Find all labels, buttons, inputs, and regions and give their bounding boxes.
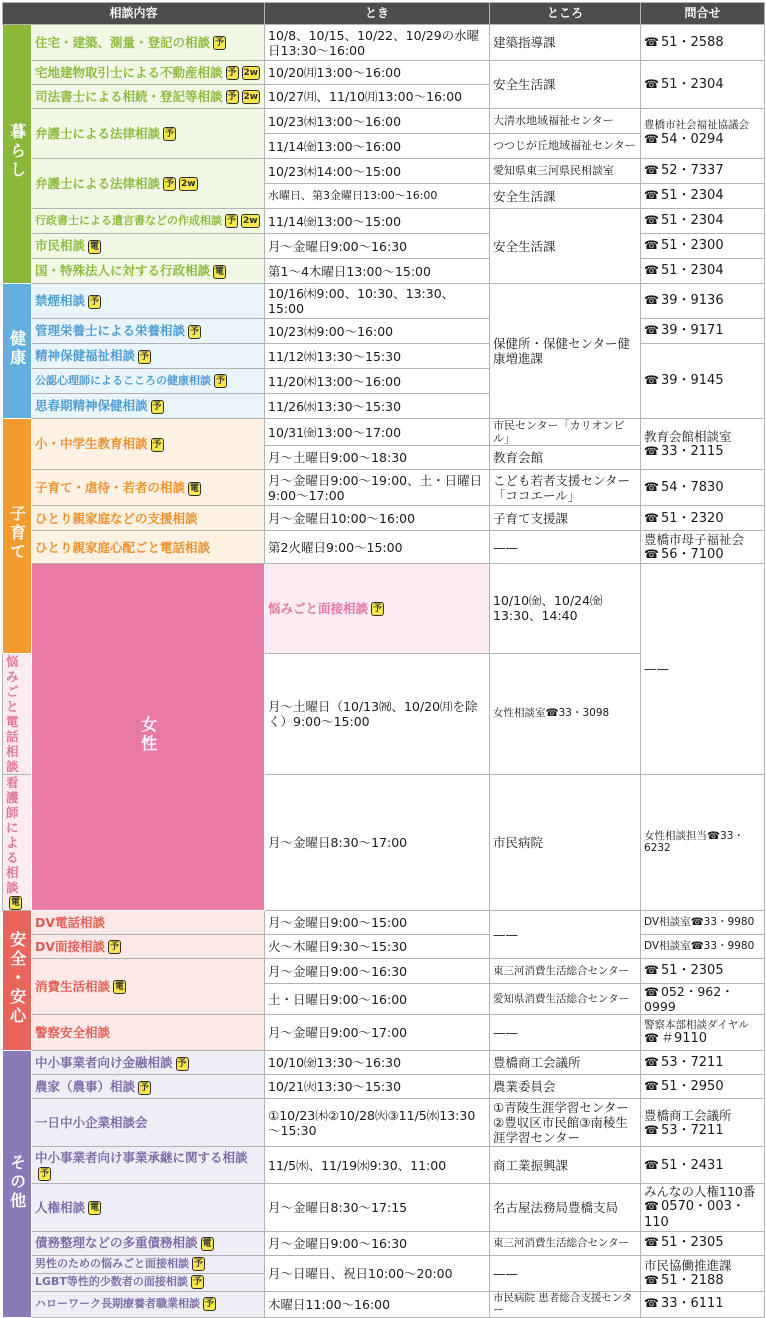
consultation-contact: ☎ 51・2304 (641, 61, 765, 109)
reservation-tag: 予 (140, 351, 150, 362)
consultation-contact: ☎ 51・2305 (641, 1231, 765, 1255)
table-row (3, 25, 765, 61)
phone-tag: 電 (90, 1203, 100, 1214)
consultation-time: 11/20㈭13:00～16:00 (265, 369, 490, 394)
reservation-tag: 予 (152, 401, 162, 412)
consultation-name: 子育て・虐待・若者の相談 電 (32, 470, 265, 506)
category-kosodate: 子育て (3, 419, 32, 654)
reservation-tag: 予 (165, 129, 175, 140)
consultation-name: 禁煙相談 予 (32, 284, 265, 319)
consultation-contact: ☎ 54・7830 (641, 470, 765, 506)
consultation-place: 農業委員会 (490, 1075, 641, 1099)
reservation-tag: 予 (215, 38, 225, 49)
consultation-place: 東三河消費生活総合センター (490, 959, 641, 984)
reservation-tag: 予 (192, 1277, 202, 1288)
consultation-time: 10/23㈭13:00～16:00 (265, 109, 490, 134)
reservation-tag: 予 (140, 1082, 150, 1093)
consultation-time: 11/12㈬13:30～15:30 (265, 344, 490, 369)
consultation-time: 火～木曜日9:30～15:30 (265, 935, 490, 959)
consultation-name: 精神保健福祉相談 予 (32, 344, 265, 369)
consultation-table (2, 2, 765, 1318)
consultation-contact: 教育会館相談室 ☎ 33・2115 (641, 419, 765, 470)
table-row (3, 234, 765, 259)
reservation-tag: 予 (165, 179, 175, 190)
phone-tag: 電 (215, 266, 225, 277)
phone-icon: ☎ (644, 1272, 659, 1287)
consultation-name: 弁護士による法律相談 予 2w (32, 159, 265, 209)
consultation-place: 安全生活課 (490, 184, 641, 209)
phone-icon: ☎ (644, 263, 659, 278)
table-row (3, 1291, 765, 1317)
phone-tag: 電 (11, 898, 21, 909)
consultation-name: ハローワーク長期療養者職業相談 予 (32, 1291, 265, 1317)
consultation-time: 月～金曜日10:00～16:00 (265, 506, 490, 531)
phone-icon: ☎ (644, 963, 659, 978)
reservation-tag: 予 (227, 216, 237, 226)
consultation-name: 司法書士による相続・登記等相談 予 2w (32, 85, 265, 109)
consultation-name: 男性のための悩みごと面接相談 予 (32, 1255, 265, 1273)
table-row (3, 1051, 765, 1075)
consultation-place: 教育会館 (490, 446, 641, 470)
consultation-name: 農家（農事）相談 予 (32, 1075, 265, 1099)
two-weeks-tag: 2w (181, 179, 196, 190)
phone-icon: ☎ (644, 1157, 659, 1172)
phone-tag: 電 (90, 241, 100, 252)
consultation-place: こども若者支援センター「ココエール」 (490, 470, 641, 506)
consultation-time: 月～金曜日9:00～16:30 (265, 234, 490, 259)
consultation-name: 市民相談 電 (32, 234, 265, 259)
table-row (3, 419, 765, 446)
reservation-tag: 予 (190, 326, 200, 337)
table-row (3, 1231, 765, 1255)
consultation-place: 安全生活課 (490, 61, 641, 109)
consultation-name: 行政書士による遺言書などの作成相談 予 2w (32, 209, 265, 234)
consultation-name: 小・中学生教育相談 予 (32, 419, 265, 470)
consultation-contact: 豊橋市母子福祉会 ☎ 56・7100 (641, 531, 765, 564)
header-contact: 問合せ (641, 3, 765, 25)
consultation-contact: 豊橋商工会議所 ☎ 53・7211 (641, 1099, 765, 1147)
table-row (3, 959, 765, 984)
consultation-contact: ☎ 51・2305 (641, 959, 765, 984)
phone-icon: ☎ (644, 213, 659, 228)
consultation-name: 弁護士による法律相談 予 (32, 109, 265, 159)
table-row (3, 935, 765, 959)
phone-icon: ☎ (644, 985, 659, 1000)
phone-icon: ☎ (644, 1055, 659, 1070)
consultation-name: 宅地建物取引士による不動産相談 予 2w (32, 61, 265, 85)
consultation-time: 月～日曜日、祝日10:00～20:00 (265, 1255, 490, 1291)
phone-tag: 電 (202, 1238, 212, 1249)
consultation-contact: ☎ 51・2304 (641, 209, 765, 234)
consultation-time: 月～金曜日8:30～17:15 (265, 1184, 490, 1231)
table-row (3, 470, 765, 506)
consultation-place: 市民センター「カリオンビル」 (490, 419, 641, 446)
consultation-place: ①青陵生涯学習センター②豊収区市民館③南稜生涯学習センター (490, 1099, 641, 1147)
reservation-tag: 予 (227, 92, 237, 103)
consultation-name: 中小事業者向け事業承継に関する相談予 (32, 1147, 265, 1184)
consultation-name: LGBT等性的少数者の面接相談 予 (32, 1273, 265, 1291)
consultation-time: 11/5㈬、11/19㈬9:30、11:00 (265, 1147, 490, 1184)
consultation-name: 人権相談 電 (32, 1184, 265, 1231)
category-anzen: 安全・安心 (3, 911, 32, 1051)
consultation-name: 警察安全相談 (32, 1015, 265, 1051)
category-josei: 女性 (32, 564, 265, 911)
consultation-time: 木曜日11:00～16:00 (265, 1291, 490, 1317)
phone-icon: ☎ (644, 132, 659, 146)
phone-icon: ☎ (644, 323, 659, 338)
consultation-contact: ☎ 51・2950 (641, 1075, 765, 1099)
consultation-contact: ☎ 052・962・0999 (641, 984, 765, 1015)
consultation-place: 商工業振興課 (490, 1147, 641, 1184)
consultation-place: —— (490, 911, 641, 959)
table-row (3, 911, 765, 935)
phone-icon: ☎ (644, 293, 659, 308)
consultation-name: 公認心理師によるこころの健康相談 予 (32, 369, 265, 394)
header-time: とき (265, 3, 490, 25)
consultation-contact: 警察本部相談ダイヤル ☎ ＃9110 (641, 1015, 765, 1051)
consultation-contact: ☎ 52・7337 (641, 159, 765, 184)
consultation-contact: ☎ 51・2431 (641, 1147, 765, 1184)
consultation-time: ①10/23㈭②10/28㈫③11/5㈬13:30～15:30 (265, 1099, 490, 1147)
consultation-time: 第1～4木曜日13:00～15:00 (265, 259, 490, 284)
consultation-name: 看護師による相談電 (3, 774, 32, 911)
consultation-time: 月～金曜日9:00～15:00 (265, 911, 490, 935)
consultation-name: 債務整理などの多重債務相談 電 (32, 1231, 265, 1255)
consultation-contact: 女性相談室☎33・3098 (490, 653, 641, 774)
consultation-contact: 豊橋市社会福祉協議会 ☎ 54・0294 (641, 109, 765, 159)
consultation-time: 10/8、10/15、10/22、10/29の水曜日13:30～16:00 (265, 25, 490, 61)
consultation-contact: ☎ 51・2304 (641, 184, 765, 209)
consultation-place: 大清水地域福祉センター (490, 109, 641, 134)
table-row (3, 1184, 765, 1231)
phone-icon: ☎ (644, 1296, 659, 1311)
consultation-place: —— (490, 1015, 641, 1051)
consultation-place: 愛知県東三河県民相談室 (490, 159, 641, 184)
table-row (3, 284, 765, 319)
phone-icon: ☎ (644, 510, 659, 525)
reservation-tag: 予 (205, 1299, 215, 1310)
consultation-time: 10/31㈮13:00～17:00 (265, 419, 490, 446)
consultation-name: ひとり親家庭心配ごと電話相談 (32, 531, 265, 564)
consultation-time: 月～土曜日（10/13㈷、10/20㈪を除く）9:00～15:00 (265, 653, 490, 774)
consultation-time: 11/14㈮13:00～16:00 (265, 134, 490, 159)
category-kurashi: 暮らし (3, 25, 32, 284)
consultation-time: 月～金曜日9:00～16:30 (265, 1231, 490, 1255)
two-weeks-tag: 2w (243, 68, 259, 79)
consultation-name: ひとり親家庭などの支援相談 (32, 506, 265, 531)
consultation-place: 名古屋法務局豊橋支局 (490, 1184, 641, 1231)
table-row (3, 1147, 765, 1184)
reservation-tag: 予 (373, 604, 383, 615)
table-row (3, 344, 765, 369)
consultation-contact: ☎ 51・2588 (641, 25, 765, 61)
consultation-time: 月～土曜日9:00～18:30 (265, 446, 490, 470)
consultation-contact: ☎ 39・9136 (641, 284, 765, 319)
consultation-time: 10/23㈭14:00～15:00 (265, 159, 490, 184)
consultation-time: 11/26㈬13:30～15:30 (265, 394, 490, 419)
reservation-tag: 予 (152, 439, 162, 450)
phone-icon: ☎ (644, 480, 659, 495)
phone-icon: ☎ (644, 76, 659, 91)
phone-icon: ☎ (644, 1122, 659, 1137)
consultation-contact: ☎ 53・7211 (641, 1051, 765, 1075)
consultation-contact: ☎ 39・9171 (641, 319, 765, 344)
phone-tag: 電 (190, 483, 200, 494)
consultation-place: つつじが丘地域福祉センター (490, 134, 641, 159)
consultation-place: 建築指導課 (490, 25, 641, 61)
phone-icon: ☎ (644, 1199, 659, 1214)
table-row (3, 531, 765, 564)
consultation-place: —— (641, 564, 765, 774)
consultation-time: 11/14㈮13:00～15:00 (265, 209, 490, 234)
consultation-time: 10/27㈪、11/10㈪13:00～16:00 (265, 85, 490, 109)
reservation-tag: 予 (110, 942, 120, 953)
phone-icon: ☎ (644, 163, 659, 178)
table-row (3, 1099, 765, 1147)
consultation-place: 子育て支援課 (490, 506, 641, 531)
consultation-contact: ☎ 51・2304 (641, 259, 765, 284)
consultation-name: 悩みごと電話相談 (3, 653, 32, 774)
header-row (3, 3, 765, 25)
header-place: ところ (490, 3, 641, 25)
consultation-time: 10/16㈭9:00、10:30、13:30、15:00 (265, 284, 490, 319)
consultation-contact: ☎ 51・2300 (641, 234, 765, 259)
consultation-time: 月～金曜日9:00～19:00、土・日曜日9:00～17:00 (265, 470, 490, 506)
consultation-place: —— (490, 531, 641, 564)
consultation-place: 保健所・保健センター健康増進課 (490, 284, 641, 419)
consultation-place: 東三河消費生活総合センター (490, 1231, 641, 1255)
consultation-name: 思春期精神保健相談 予 (32, 394, 265, 419)
phone-icon: ☎ (644, 34, 659, 49)
category-sonota: その他 (3, 1051, 32, 1317)
phone-icon: ☎ (644, 373, 659, 388)
reservation-tag: 予 (227, 68, 237, 79)
reservation-tag: 予 (177, 1058, 187, 1069)
consultation-contact: 市民協働推進課 ☎ 51・2188 (641, 1255, 765, 1291)
consultation-place: 安全生活課 (490, 209, 641, 284)
consultation-name: 一日中小企業相談会 (32, 1099, 265, 1147)
table-row (3, 209, 765, 234)
consultation-name: 管理栄養士による栄養相談 予 (32, 319, 265, 344)
phone-icon: ☎ (644, 443, 659, 458)
consultation-time: 月～金曜日9:00～17:00 (265, 1015, 490, 1051)
consultation-time: 10/10㈮13:30～16:30 (265, 1051, 490, 1075)
consultation-time: 10/20㈪13:00～16:00 (265, 61, 490, 85)
consultation-name: 中小事業者向け金融相談 予 (32, 1051, 265, 1075)
header-content: 相談内容 (3, 3, 265, 25)
consultation-place: 市民病院 (490, 774, 641, 911)
consultation-name: 消費生活相談 電 (32, 959, 265, 1015)
phone-icon: ☎ (644, 547, 659, 562)
consultation-contact: ☎ 39・9145 (641, 344, 765, 419)
table-row (3, 259, 765, 284)
table-row (3, 61, 765, 85)
table-row (3, 1255, 765, 1273)
consultation-time: 第2火曜日9:00～15:00 (265, 531, 490, 564)
consultation-place: 愛知県消費生活総合センター (490, 984, 641, 1015)
consultation-contact: ☎ 33・6111 (641, 1291, 765, 1317)
reservation-tag: 予 (40, 1168, 50, 1179)
table-row (3, 1015, 765, 1051)
consultation-contact: 女性相談担当☎33・6232 (641, 774, 765, 911)
consultation-time: 10/23㈭9:00～16:00 (265, 319, 490, 344)
consultation-time: 10/21㈫13:30～15:30 (265, 1075, 490, 1099)
reservation-tag: 予 (90, 296, 100, 307)
phone-tag: 電 (115, 982, 125, 993)
phone-icon: ☎ (644, 1031, 659, 1046)
consultation-time: 月～金曜日9:00～16:30 (265, 959, 490, 984)
category-kenko: 健康 (3, 284, 32, 419)
table-row (3, 564, 765, 653)
consultation-place: —— (490, 1255, 641, 1291)
consultation-time: 水曜日、第3金曜日13:00～16:00 (265, 184, 490, 209)
phone-icon: ☎ (644, 1235, 659, 1250)
two-weeks-tag: 2w (243, 216, 258, 226)
reservation-tag: 予 (216, 376, 226, 386)
phone-icon: ☎ (644, 1079, 659, 1094)
consultation-name: 住宅・建築、測量・登記の相談 予 (32, 25, 265, 61)
table-row (3, 1075, 765, 1099)
phone-icon: ☎ (644, 188, 659, 203)
table-row (3, 319, 765, 344)
consultation-time: 10/10㈮、10/24㈮13:30、14:40 (490, 564, 641, 653)
consultation-contact: みんなの人権110番 ☎ 0570・003・110 (641, 1184, 765, 1231)
two-weeks-tag: 2w (243, 92, 259, 103)
table-row (3, 506, 765, 531)
reservation-tag: 予 (194, 1259, 204, 1270)
consultation-name: DV電話相談 (32, 911, 265, 935)
table-row (3, 109, 765, 134)
consultation-name: 悩みごと面接相談 予 (265, 564, 490, 653)
consultation-contact: DV相談室☎33・9980 (641, 935, 765, 959)
consultation-time: 土・日曜日9:00～16:00 (265, 984, 490, 1015)
consultation-place: 市民病院 患者総合支援センター (490, 1291, 641, 1317)
consultation-place: 豊橋商工会議所 (490, 1051, 641, 1075)
phone-icon: ☎ (644, 238, 659, 253)
table-row (3, 159, 765, 184)
consultation-name: DV面接相談 予 (32, 935, 265, 959)
consultation-name: 国・特殊法人に対する行政相談 電 (32, 259, 265, 284)
consultation-contact: ☎ 51・2320 (641, 506, 765, 531)
consultation-time: 月～金曜日8:30～17:00 (265, 774, 490, 911)
consultation-contact: DV相談室☎33・9980 (641, 911, 765, 935)
